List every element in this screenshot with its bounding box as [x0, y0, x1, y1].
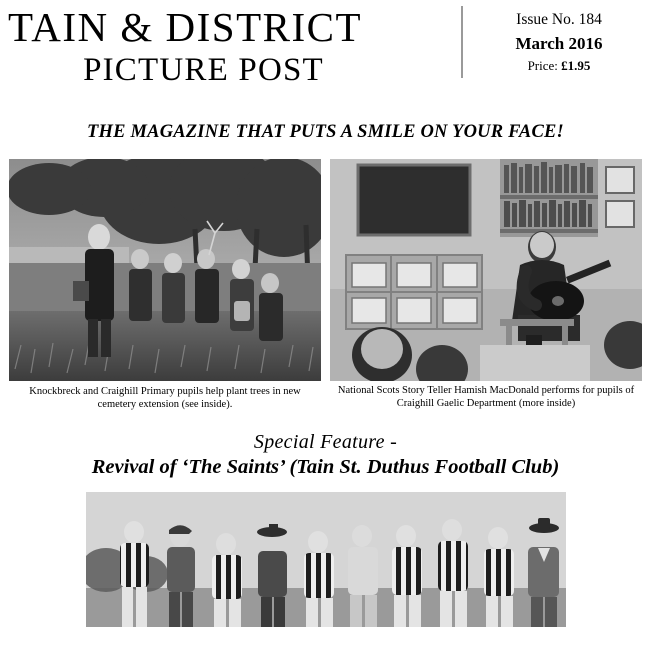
masthead-title-block — [8, 4, 457, 96]
photo-block-left — [9, 159, 321, 411]
issue-price — [473, 57, 645, 75]
storyteller-photo-graphic — [330, 159, 642, 381]
storyteller-photo — [330, 159, 642, 381]
photo-block-right — [330, 159, 642, 411]
issue-date: March 2016 — [515, 33, 603, 53]
masthead-divider — [461, 6, 463, 78]
photo-row — [0, 159, 651, 411]
storyteller-caption: National Scots Story Teller Hamish MacDonald performs for pupils of Craighill Gaelic Department (more inside) — [337, 385, 635, 410]
publication-title-line-2: PICTURE POST — [83, 52, 324, 89]
bottom-photo-wrap — [0, 492, 651, 627]
special-feature-label: Special Feature - — [253, 431, 398, 454]
tree-planting-caption: Knockbreck and Craighill Primary pupils help plant trees in new cemetery extension (see inside). — [29, 386, 301, 411]
football-team-photo-graphic — [86, 492, 566, 627]
masthead — [0, 0, 651, 96]
tree-planting-photo-graphic — [9, 159, 321, 381]
issue-number: Issue No. 184 — [516, 11, 602, 28]
publication-title-line-1: TAIN & DISTRICT — [8, 4, 363, 50]
tagline: THE MAGAZINE THAT PUTS A SMILE ON YOUR FACE! — [87, 122, 564, 142]
tree-planting-photo — [9, 159, 321, 381]
football-team-photo — [86, 492, 566, 627]
special-feature-heading — [0, 431, 651, 479]
price-value: £1.95 — [561, 57, 591, 73]
price-label: Price: — [527, 57, 558, 73]
issue-info-block — [473, 4, 645, 96]
special-feature-title: Revival of ‘The Saints’ (Tain St. Duthus Football Club) — [91, 456, 560, 479]
